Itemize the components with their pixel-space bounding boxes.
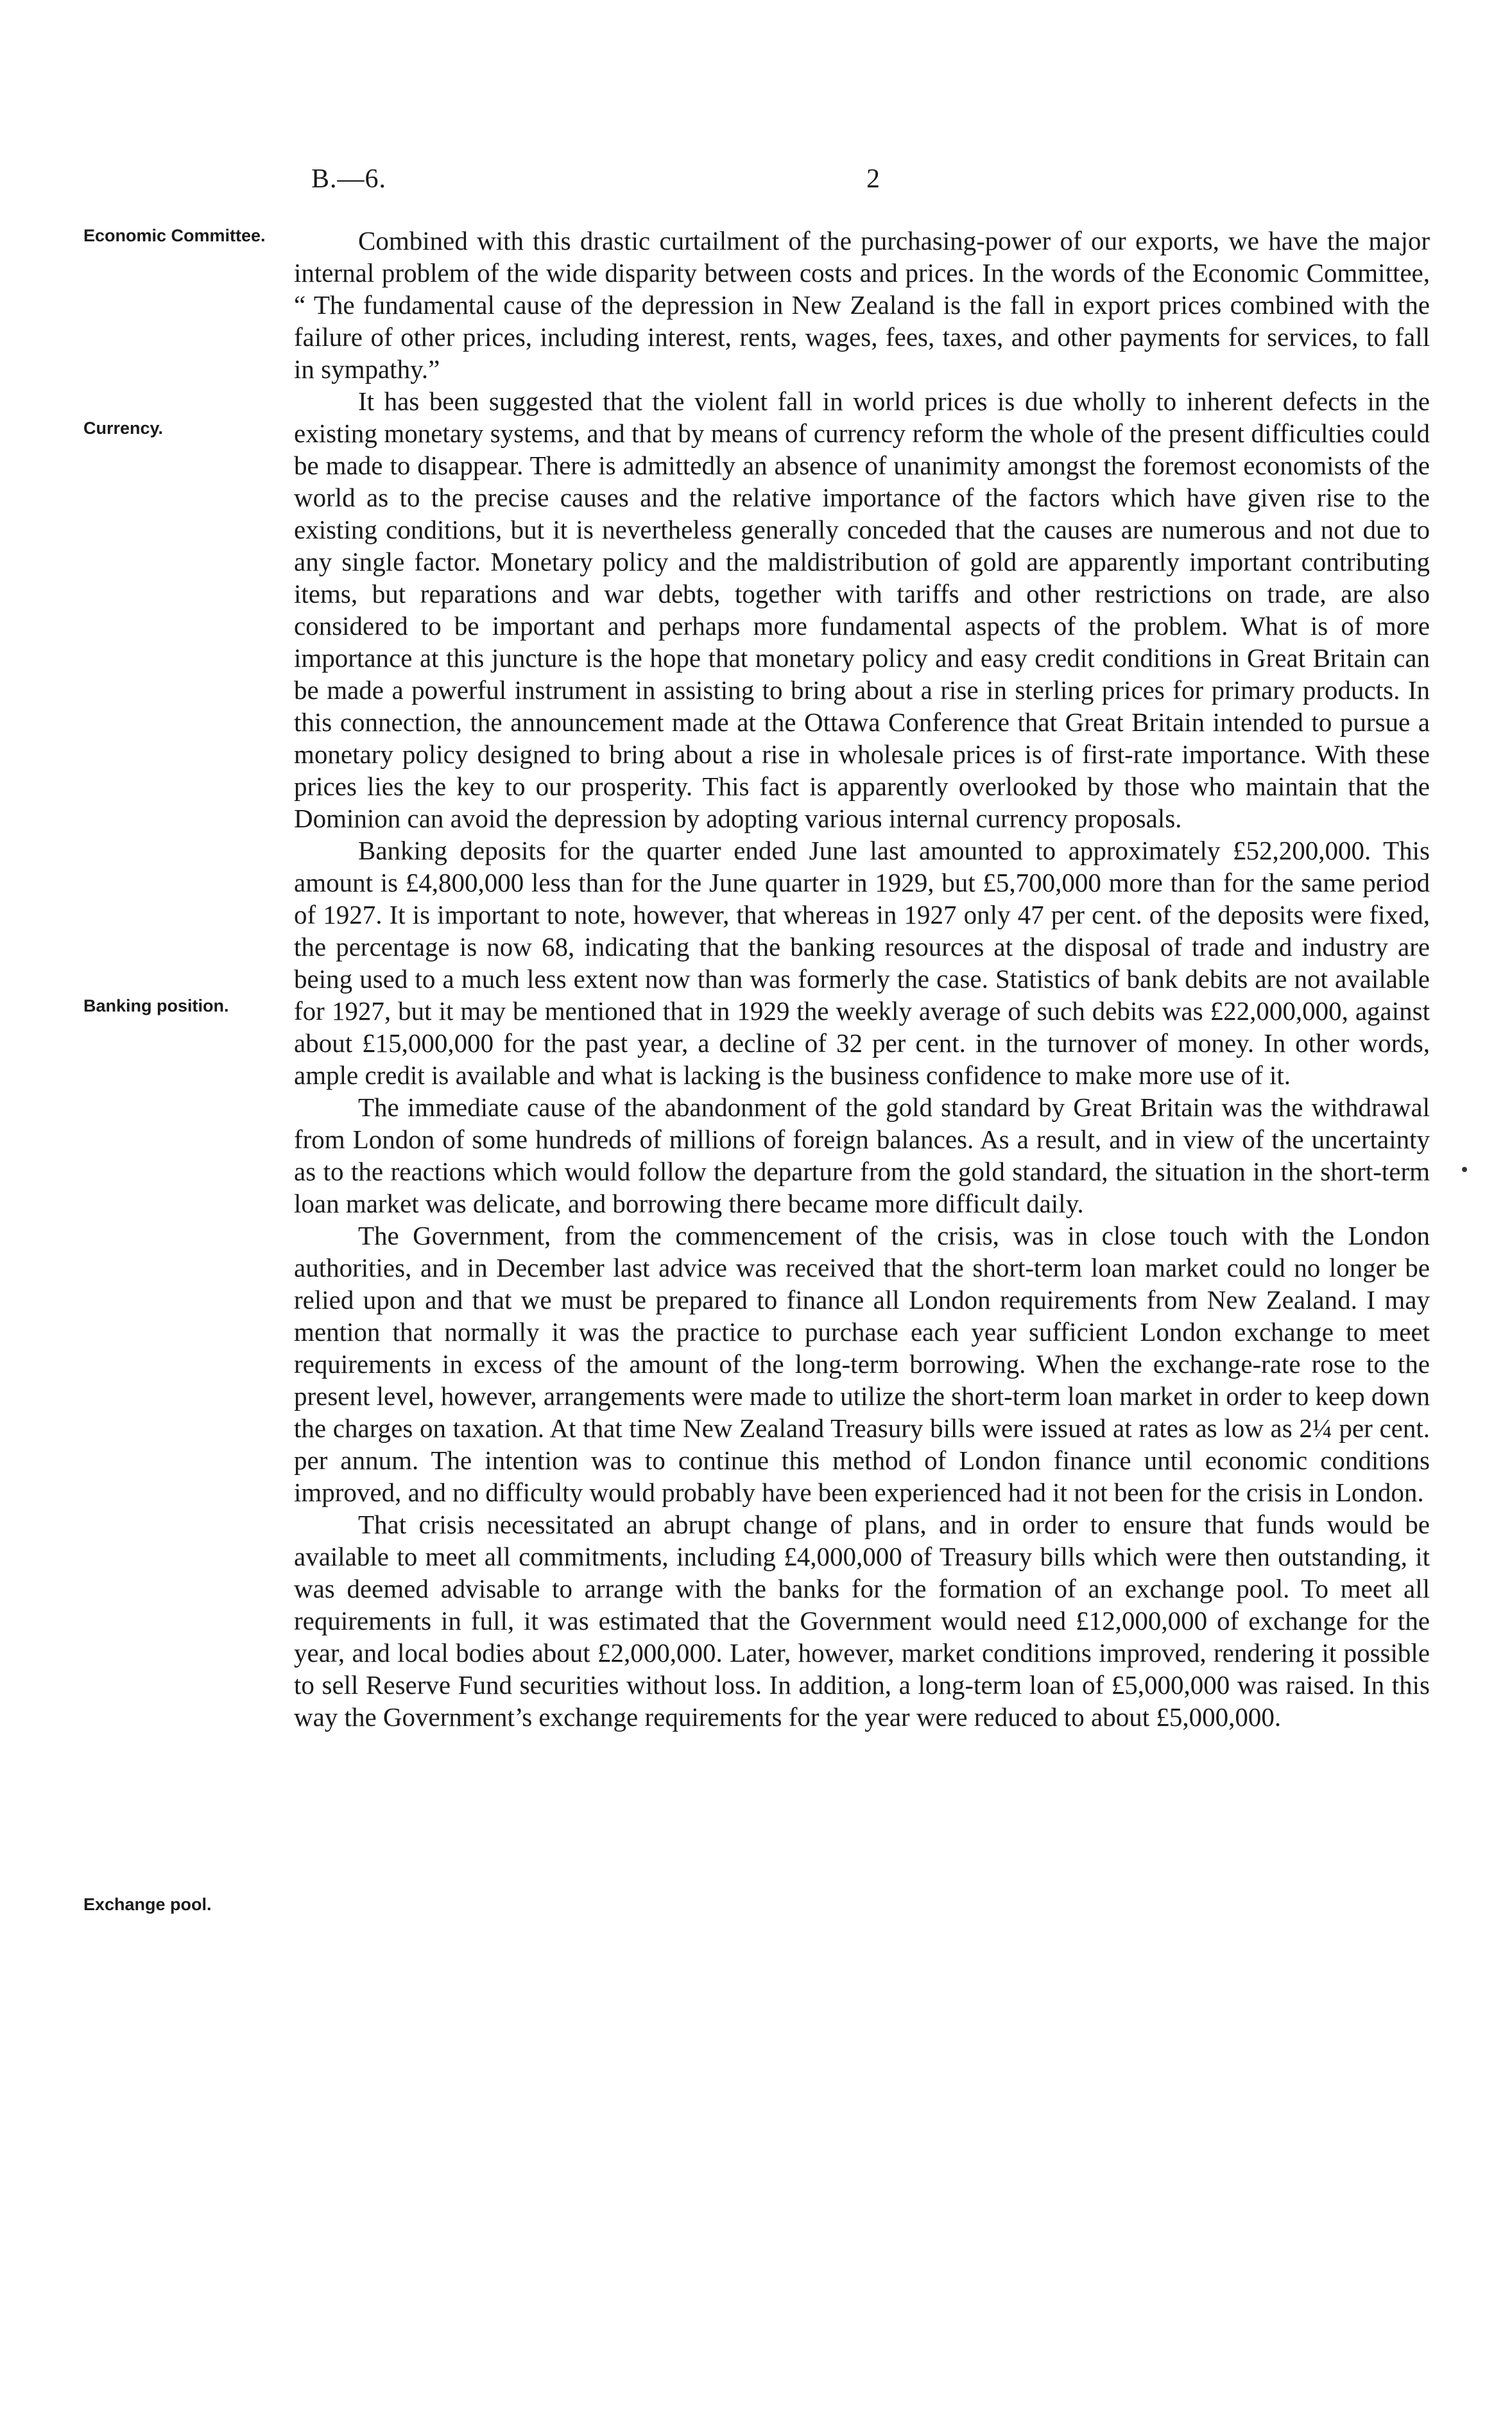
page-number: 2 (866, 164, 880, 194)
body-text (294, 225, 1430, 1733)
paragraph-gold-standard: The immediate cause of the abandonment of the gold standard by Great Britain was the withdrawal from London of some hundreds of millions of foreign balances. As a result, and in view of the uncertainty as to the reactions which would follow the departure from the gold standard, the situation in the short-term loan market was delicate, and borrowing there became more difficult daily. (294, 1092, 1430, 1218)
side-note-currency: Currency. (83, 418, 164, 438)
stray-print-mark (1462, 1167, 1467, 1172)
page-header (311, 164, 1213, 202)
side-note-economic-committee: Economic Committee. (83, 226, 266, 245)
paragraph-government-finance: The Government, from the commencement of the crisis, was in close touch with the London authorities, and in December last advice was received that the short-term loan market could no longer be relied upon and that we must be prepared to finance all London requirements from New Zealand. I may mention that normally it was the practice to purchase each year sufficient London exchange to meet requirements in excess of the amount of the long-term borrowing. When the exchange-rate rose to the present level, however, arrangements were made to utilize the short-term loan market in order to keep down the charges on taxation. At that time New Zealand Treasury bills were issued at rates as low as 2¼ per cent. per annum. The intention was to continue this method of London finance until economic conditions improved, and no difficulty would probably have been experienced had it not been for the crisis in London. (294, 1221, 1430, 1507)
paragraph-banking-position: Banking deposits for the quarter ended June last amounted to approximately £52,200,000. This amount is £4,800,000 less than for the June quarter in 1929, but £5,700,000 more than for the same period of 1927. It is important to note, however, that whereas in 1927 only 47 per cent. of the deposits were fixed, the percentage is now 68, indicating that the banking resources at the disposal of trade and industry are being used to a much less extent now than was formerly the case. Statistics of bank debits are not available for 1927, but it may be mentioned that in 1929 the weekly average of such debits was £22,000,000, against about £15,000,000 for the past year, a decline of 32 per cent. in the turnover of money. In other words, ample credit is available and what is lacking is the business confidence to make more use of it. (294, 836, 1430, 1090)
paragraph-economic-committee: Combined with this drastic curtailment of the purchasing-power of our exports, we have the major internal problem of the wide disparity between costs and prices. In the words of the Economic Committee, “ The fundamental cause of the depression in New Zealand is the fall in export prices combined with the failure of other prices, including interest, rents, wages, fees, taxes, and other payments for services, to fall in sympathy.” (294, 226, 1430, 384)
side-note-banking-position: Banking position. (83, 996, 229, 1015)
paragraph-exchange-pool: That crisis necessitated an abrupt change of plans, and in order to ensure that funds would be available to meet all commitments, including £4,000,000 of Treasury bills which were then outstanding, it was deemed advisable to arrange with the banks for the formation of an exchange pool. To meet all requirements in full, it was estimated that the Government would need £12,000,000 of exchange for the year, and local bodies about £2,000,000. Later, however, market conditions improved, rendering it possible to sell Reserve Fund securities without loss. In addition, a long-term loan of £5,000,000 was raised. In this way the Government’s exchange requirements for the year were reduced to about £5,000,000. (294, 1510, 1430, 1732)
document-reference: B.—6. (311, 164, 387, 194)
paragraph-currency: It has been suggested that the violent fall in world prices is due wholly to inherent defects in the existing monetary systems, and that by means of currency reform the whole of the present difficulties could be made to disappear. There is admittedly an absence of unanimity amongst the foremost economists of the world as to the precise causes and the relative importance of the factors which have given rise to the existing conditions, but it is nevertheless generally conceded that the causes are numerous and not due to any single factor. Monetary policy and the maldistribution of gold are apparently important contributing items, but reparations and war debts, together with tariffs and other restrictions on trade, are also considered to be important and perhaps more fundamental aspects of the problem. What is of more importance at this juncture is the hope that monetary policy and easy credit conditions in Great Britain can be made a powerful instrument in assisting to bring about a rise in sterling prices for primary products. In this connection, the announcement made at the Ottawa Conference that Great Britain intended to pursue a monetary policy designed to bring about a rise in wholesale prices is of first-rate importance. With these prices lies the key to our prosperity. This fact is apparently overlooked by those who maintain that the Dominion can avoid the depression by adopting various internal currency proposals. (294, 386, 1430, 833)
side-note-exchange-pool: Exchange pool. (83, 1895, 212, 1914)
